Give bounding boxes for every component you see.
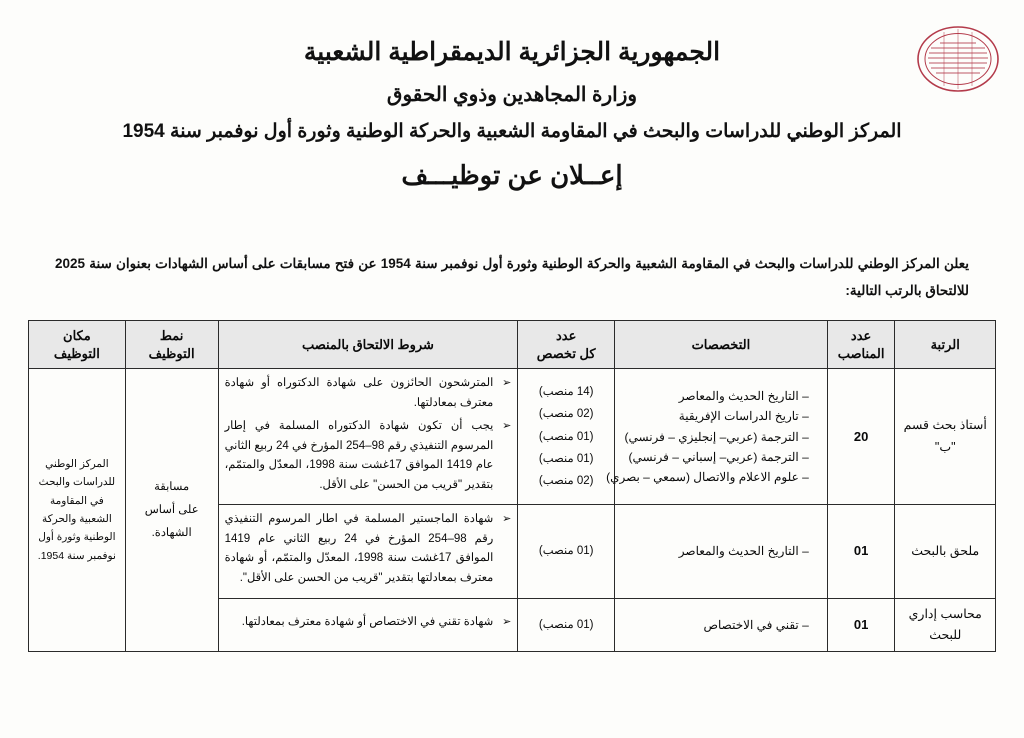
list-item: – الترجمة (عربي– إنجليزي – فرنسي)	[624, 429, 809, 444]
list-item: (02 منصب)	[538, 408, 594, 421]
th-specialties: التخصصات	[615, 321, 828, 369]
list-item	[225, 510, 512, 588]
cell-specialties	[615, 505, 828, 598]
center-title: المركز الوطني للدراسات والبحث في المقاومة الشعبية والحركة الوطنية وثورة أول نوفمبر سنة 1954	[122, 120, 902, 142]
list-item: (01 منصب)	[538, 618, 594, 631]
table-row	[29, 369, 996, 505]
list-item: (02 منصب)	[538, 475, 594, 488]
list-item: – التاريخ الحديث والمعاصر	[678, 544, 809, 559]
condition-list	[225, 374, 512, 495]
page-title: إعــلان عن توظيـــف	[401, 160, 623, 190]
specialty-list	[621, 615, 809, 635]
arrow-bullet-icon: ➢	[502, 420, 512, 433]
arrow-bullet-icon: ➢	[502, 513, 512, 526]
recruitment-table	[28, 320, 996, 652]
cell-posts: 20	[827, 369, 895, 505]
count-list	[524, 614, 608, 636]
cell-conditions	[218, 598, 518, 652]
th-posts	[827, 321, 895, 369]
th-posts-line1: عدد	[850, 328, 872, 343]
list-item: – علوم الاعلام والاتصال (سمعي – بصري)	[606, 470, 809, 485]
th-mode	[125, 321, 218, 369]
condition-text: شهادة الماجستير المسلمة في اطار المرسوم التنفيذي رقم 98–254 المؤرخ في 24 ربيع الثاني عام 1419 الموافق 17غشت سنة 1998، المعدّل والمتمّم، أو شهادة معترف بمعادلتها بتقدير "قريب من الحسن على الأقل".	[224, 513, 494, 585]
cell-specialties	[606, 369, 828, 505]
th-place-line2: التوظيف	[53, 345, 100, 361]
th-place-line1: مكان	[63, 328, 91, 343]
intro-paragraph: يعلن المركز الوطني للدراسات والبحث في المقاومة الشعبية والحركة الوطنية وثورة أول نوفمبر سنة 1954 عن فتح مسابقات على أساس الشهادات بعنوان سنة 2025 للالتحاق بالرتب التالية:	[55, 256, 969, 298]
republic-title: الجمهورية الجزائرية الديمقراطية الشعبية	[303, 38, 721, 66]
condition-text: المترشحون الحائزون على شهادة الدكتوراه أو شهادة معترف بمعادلتها.	[224, 377, 494, 409]
list-item	[225, 417, 512, 495]
list-item: – تقني في الاختصاص	[703, 617, 809, 632]
th-place	[29, 321, 126, 369]
list-item	[225, 613, 512, 633]
th-mode-line1: نمط	[159, 328, 184, 343]
th-count-line2: كل تخصص	[536, 345, 596, 361]
table-header-row	[29, 321, 996, 369]
arrow-bullet-icon: ➢	[502, 377, 512, 390]
cell-conditions	[218, 369, 518, 505]
condition-text: شهادة تقني في الاختصاص أو شهادة معترف بمعادلتها.	[241, 616, 494, 629]
th-rank: الرتبة	[895, 321, 996, 369]
cell-recruitment-mode	[125, 369, 218, 652]
mode-line2: على أساس	[144, 503, 199, 516]
count-list	[524, 540, 608, 562]
cell-count-per-specialty	[518, 369, 615, 505]
cell-recruitment-place: المركز الوطني للدراسات والبحث في المقاومة الشعبية والحركة الوطنية وثورة أول نوفمبر سنة 1954.	[29, 369, 126, 652]
condition-text: يجب أن تكون شهادة الدكتوراه المسلمة في إطار المرسوم التنفيذي رقم 98–254 المؤرخ في 24 ربيع الثاني عام 1419 الموافق 17غشت سنة 1998، المعدّل والمتمّم، بتقدير "قريب من الحسن" على الأقل.	[224, 420, 494, 491]
mode-line1: مسابقة	[154, 480, 190, 493]
specialty-list	[621, 541, 809, 561]
condition-list	[225, 510, 512, 588]
cell-posts: 01	[827, 505, 895, 598]
cell-conditions	[218, 505, 518, 598]
list-item: (14 منصب)	[538, 385, 594, 398]
specialty-list	[606, 386, 809, 488]
th-count-line1: عدد	[555, 328, 577, 343]
arrow-bullet-icon: ➢	[502, 616, 512, 629]
list-item: – الترجمة (عربي– إسباني – فرنسي)	[628, 449, 809, 464]
cell-rank: ملحق بالبحث	[895, 505, 996, 598]
cell-specialties	[615, 598, 828, 652]
list-item: (01 منصب)	[538, 545, 594, 558]
cell-count-per-specialty	[518, 505, 615, 598]
cell-count-per-specialty	[518, 598, 615, 652]
recruitment-table-wrapper	[28, 320, 996, 652]
list-item: – تاريخ الدراسات الإفريقية	[678, 409, 809, 424]
condition-list	[225, 613, 512, 633]
th-conditions: شروط الالتحاق بالمنصب	[218, 321, 518, 369]
document-header	[0, 34, 1024, 195]
list-item: (01 منصب)	[538, 452, 594, 465]
cell-posts: 01	[827, 598, 895, 652]
cell-rank: أستاذ بحث قسم "ب"	[895, 369, 996, 505]
mode-line3: الشهادة.	[151, 526, 192, 539]
count-list	[524, 381, 608, 493]
list-item: – التاريخ الحديث والمعاصر	[678, 388, 809, 403]
list-item	[225, 374, 512, 413]
th-mode-line2: التوظيف	[148, 345, 195, 361]
list-item: (01 منصب)	[538, 430, 594, 443]
cell-rank: محاسب إداري للبحث	[895, 598, 996, 652]
th-count	[518, 321, 615, 369]
ministry-title: وزارة المجاهدين وذوي الحقوق	[386, 83, 638, 106]
th-posts-line2: المناصب	[837, 345, 885, 361]
